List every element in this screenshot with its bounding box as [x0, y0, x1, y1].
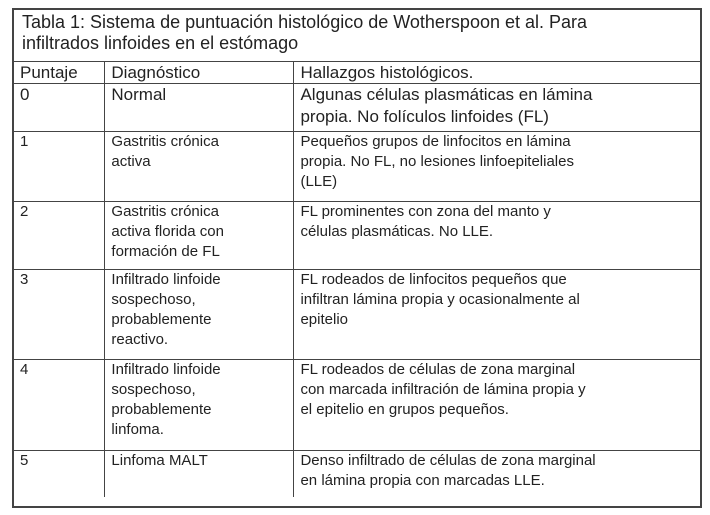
header-score: Puntaje — [14, 62, 105, 84]
table-row — [14, 84, 700, 132]
findings-cell — [294, 451, 700, 497]
diagnosis-line: activa — [111, 153, 151, 170]
findings-cell — [294, 202, 700, 270]
diagnosis-line: sospechoso, — [111, 381, 196, 398]
diagnosis-cell — [105, 202, 294, 270]
findings-line: el epitelio en grupos pequeños. — [300, 401, 509, 418]
findings-line: Algunas células plasmáticas en lámina — [300, 85, 593, 104]
diagnosis-cell — [105, 84, 294, 132]
score-cell: 4 — [14, 360, 105, 451]
findings-line: en lámina propia con marcadas LLE. — [300, 472, 545, 489]
score-cell: 2 — [14, 202, 105, 270]
table-row — [14, 270, 700, 360]
diagnosis-cell — [105, 132, 294, 202]
findings-line: Denso infiltrado de células de zona marginal — [300, 452, 596, 469]
findings-line: FL rodeados de linfocitos pequeños que — [300, 271, 567, 288]
diagnosis-line: reactivo. — [111, 331, 169, 348]
diagnosis-line: activa florida con — [111, 223, 224, 240]
diagnosis-line: probablemente — [111, 401, 212, 418]
diagnosis-line: Linfoma MALT — [111, 452, 208, 469]
findings-line: Pequeños grupos de linfocitos en lámina — [300, 133, 571, 150]
table-caption — [14, 10, 700, 62]
findings-line: con marcada infiltración de lámina propia y — [300, 381, 586, 398]
header-diagnosis: Diagnóstico — [105, 62, 294, 84]
diagnosis-cell — [105, 270, 294, 360]
findings-line: propia. No folículos linfoides (FL) — [300, 107, 549, 126]
caption-line-1: Tabla 1: Sistema de puntuación histológico de Wotherspoon et al. Para — [22, 12, 588, 32]
diagnosis-line: probablemente — [111, 311, 212, 328]
findings-line: células plasmáticas. No LLE. — [300, 223, 494, 240]
diagnosis-line: formación de FL — [111, 243, 220, 260]
table-row — [14, 132, 700, 202]
findings-cell — [294, 360, 700, 451]
diagnosis-line: linfoma. — [111, 421, 164, 438]
diagnosis-cell — [105, 451, 294, 497]
findings-line: FL prominentes con zona del manto y — [300, 203, 551, 220]
header-findings: Hallazgos histológicos. — [294, 62, 700, 84]
score-cell: 5 — [14, 451, 105, 497]
scoring-table — [14, 62, 700, 497]
diagnosis-line: Gastritis crónica — [111, 133, 219, 150]
diagnosis-line: sospechoso, — [111, 291, 196, 308]
histology-table-frame — [12, 8, 702, 508]
findings-cell — [294, 84, 700, 132]
table-row — [14, 451, 700, 497]
score-cell: 3 — [14, 270, 105, 360]
header-row — [14, 62, 700, 84]
table-row — [14, 360, 700, 451]
findings-cell — [294, 132, 700, 202]
diagnosis-line: Infiltrado linfoide — [111, 271, 221, 288]
score-cell: 0 — [14, 84, 105, 132]
diagnosis-line: Normal — [111, 85, 167, 104]
diagnosis-line: Gastritis crónica — [111, 203, 219, 220]
findings-line: infiltran lámina propia y ocasionalmente al — [300, 291, 580, 308]
findings-line: propia. No FL, no lesiones linfoepiteliales — [300, 153, 574, 170]
caption-line-2: infiltrados linfoides en el estómago — [22, 33, 299, 53]
table-row — [14, 202, 700, 270]
score-cell: 1 — [14, 132, 105, 202]
findings-line: FL rodeados de células de zona marginal — [300, 361, 576, 378]
diagnosis-line: Infiltrado linfoide — [111, 361, 221, 378]
findings-line: (LLE) — [300, 173, 338, 190]
findings-cell — [294, 270, 700, 360]
diagnosis-cell — [105, 360, 294, 451]
findings-line: epitelio — [300, 311, 349, 328]
